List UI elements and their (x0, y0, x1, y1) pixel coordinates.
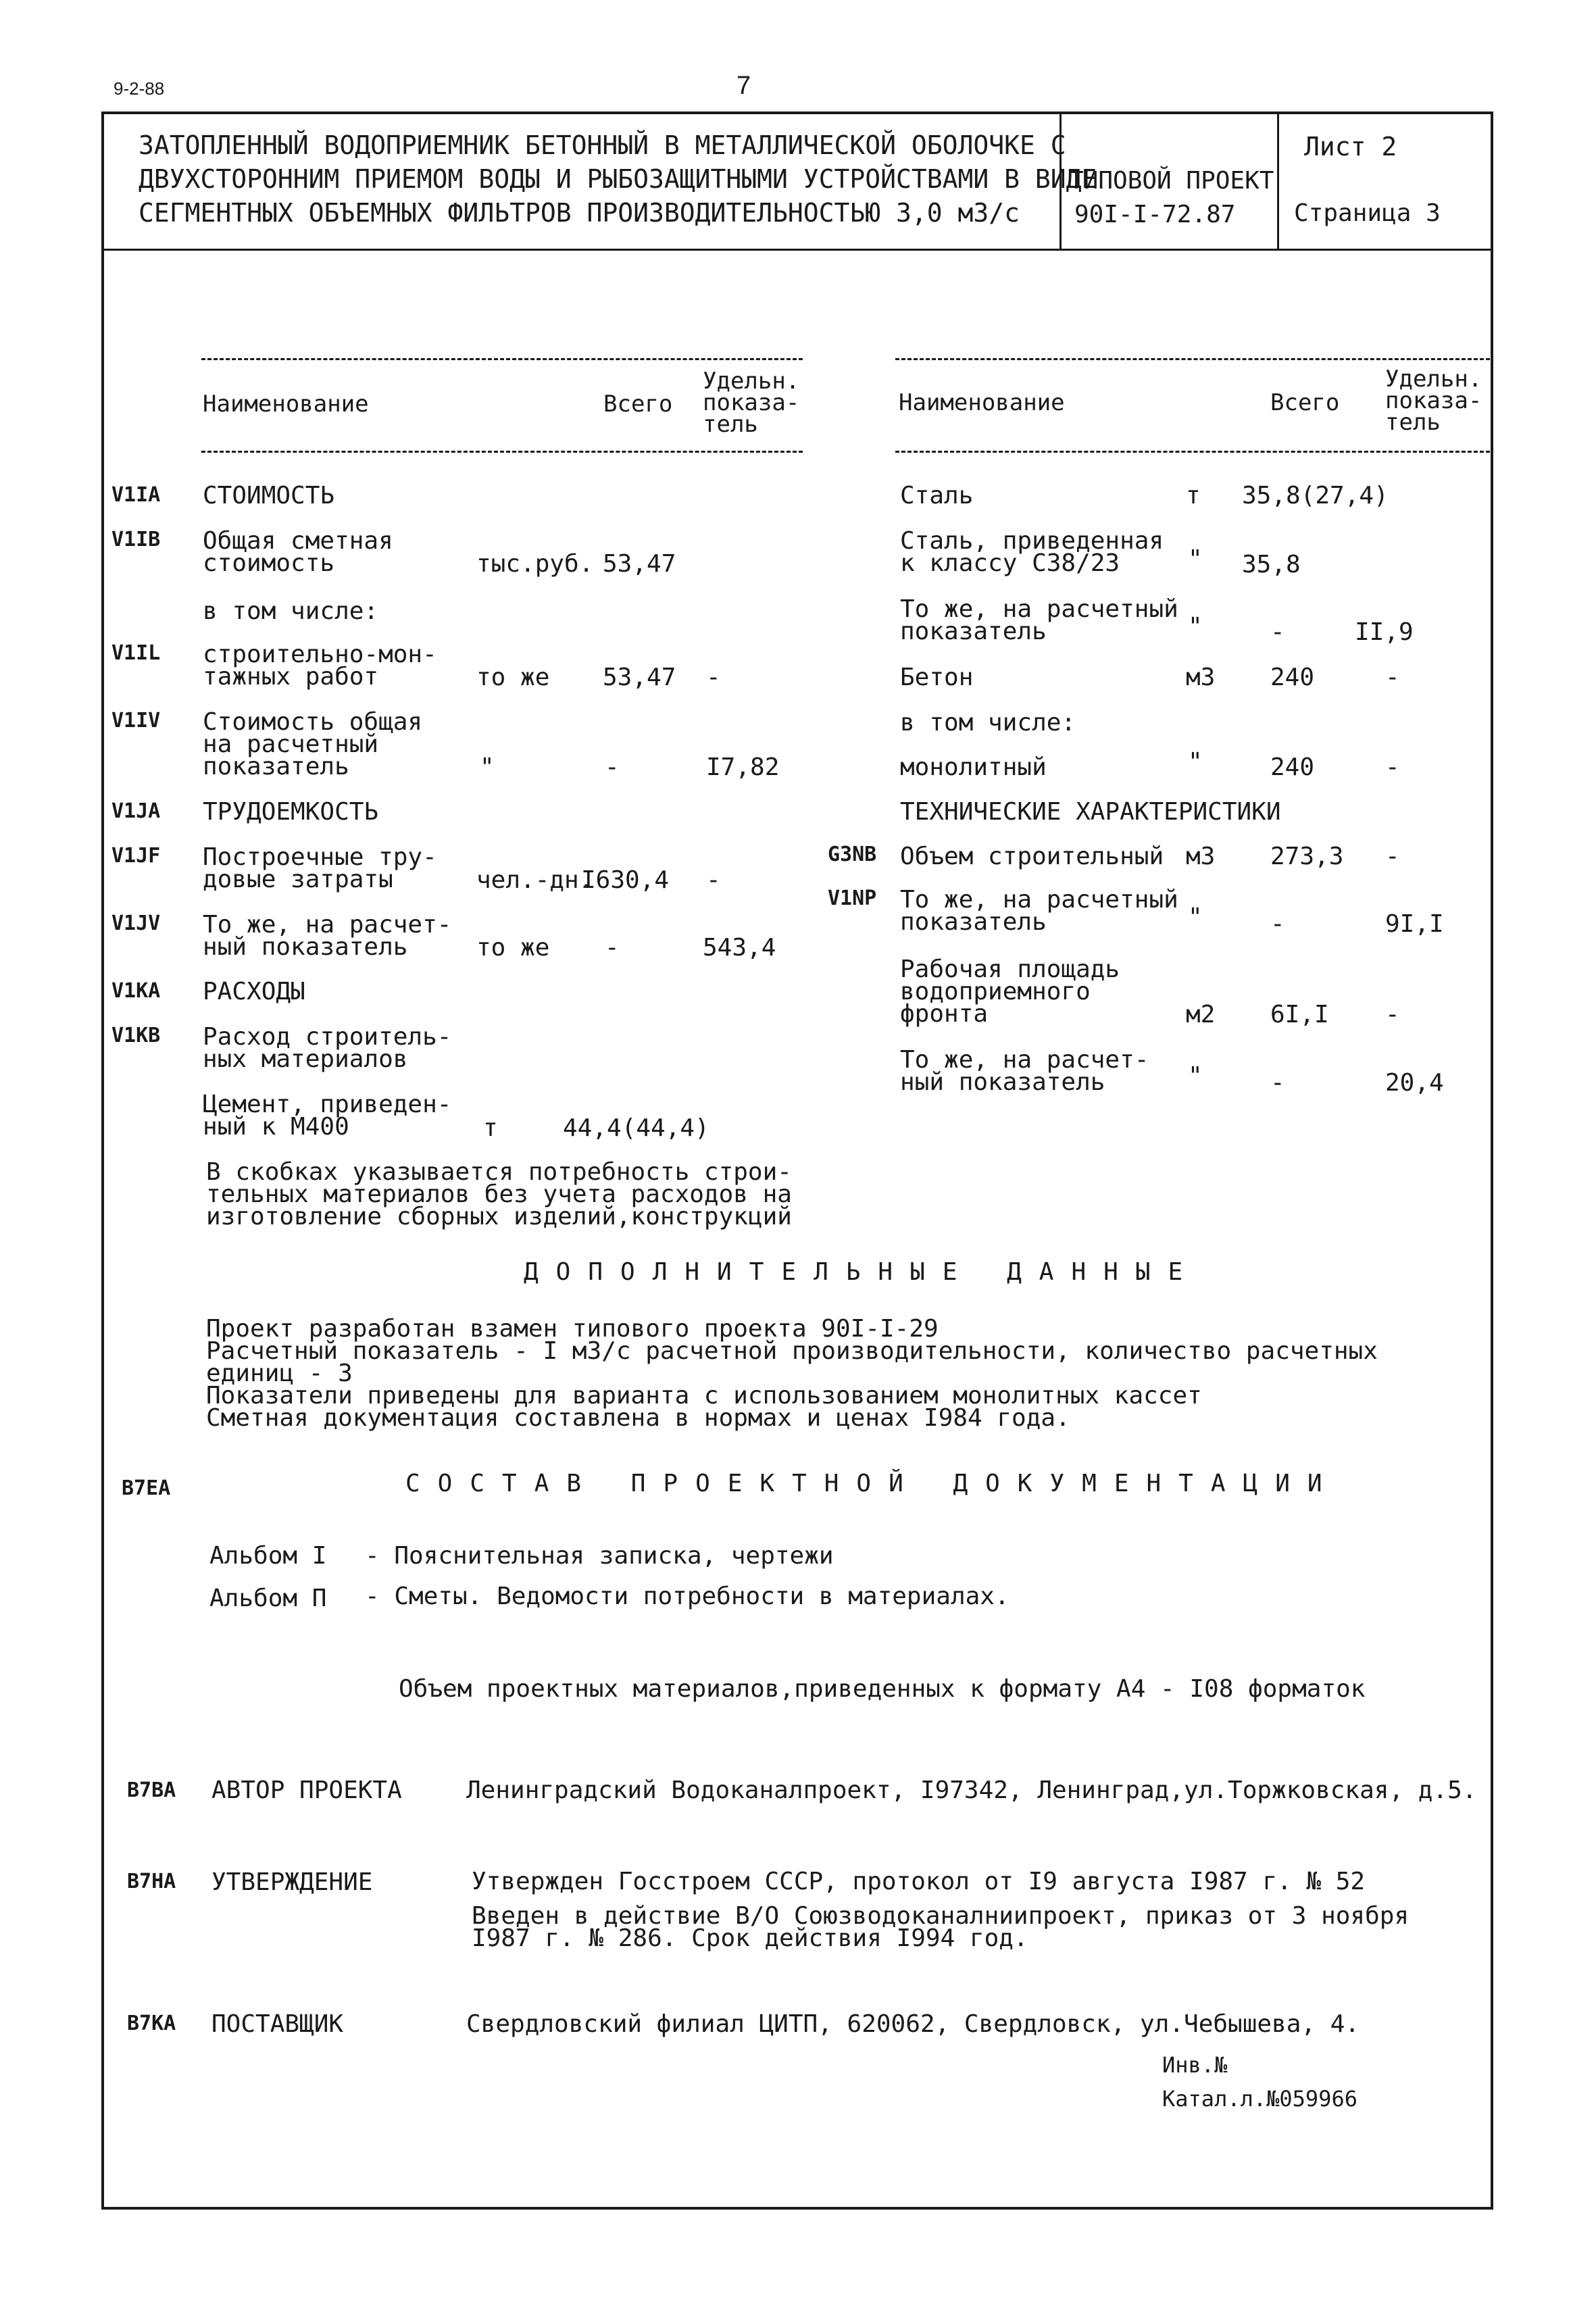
name-line: ный к М400 (203, 1113, 349, 1141)
name-line: Рабочая площадь (900, 955, 1120, 983)
note-line: изготовление сборных изделий,конструкций (206, 1203, 792, 1230)
row-specific: - (1385, 843, 1400, 870)
row-total: - (1270, 1069, 1285, 1097)
name-line: к классу С38/23 (900, 549, 1120, 577)
row-total: - (605, 934, 620, 962)
row-total: 6I,I (1270, 1001, 1329, 1028)
row-name (900, 886, 1178, 936)
column-header-total: Всего (603, 391, 673, 418)
name-line: стоимость (203, 549, 335, 577)
row-total: 35,8(27,4) (1242, 482, 1389, 509)
name-line: Цемент, приведен- (203, 1091, 452, 1118)
text-line: Расчетный показатель - I м3/с расчетной производительности, количество расчетных (206, 1337, 1378, 1365)
column-header-specific (703, 368, 800, 438)
row-total: 44,4(44,4) (563, 1114, 709, 1142)
row-name: ТЕХНИЧЕСКИЕ ХАРАКТЕРИСТИКИ (900, 798, 1281, 826)
name-line: Построечные тру- (203, 843, 437, 871)
row-code: V1IV (111, 709, 161, 732)
sheet-label: Лист 2 (1304, 132, 1397, 161)
row-name: в том числе: (900, 709, 1076, 737)
catalog-number: Катал.л.№059966 (1162, 2086, 1357, 2112)
section-code: B7EA (122, 1476, 171, 1500)
row-total: - (1270, 910, 1285, 938)
row-unit: м2 (1186, 1001, 1216, 1028)
supplier-text: Свердловский филиал ЦИТП, 620062, Свердловск, ул.Чебышева, 4. (466, 2010, 1360, 2038)
row-unit: " (1188, 545, 1203, 573)
row-specific: - (706, 866, 721, 894)
column-header-total: Всего (1270, 389, 1340, 416)
text-line: Сметная документация составлена в нормах и ценах I984 года. (206, 1404, 1070, 1432)
row-unit: м3 (1186, 843, 1216, 870)
row-total: 53,47 (603, 664, 676, 691)
volume-text: Объем проектных материалов,приведенных к формату А4 - I08 форматок (399, 1675, 1366, 1703)
name-line: показатель (900, 908, 1047, 936)
row-unit: т (483, 1114, 498, 1142)
column-header-specific (1385, 366, 1482, 436)
title-line: СЕГМЕНТНЫХ ОБЪЕМНЫХ ФИЛЬТРОВ ПРОИЗВОДИТЕЛЬНОСТЬЮ 3,0 м3/с (139, 198, 1020, 228)
name-line: тажных работ (203, 663, 379, 691)
row-name (900, 1046, 1149, 1096)
row-name: Объем строительный (900, 843, 1164, 870)
additional-heading: ДОПОЛНИТЕЛЬНЫЕ ДАННЫЕ (524, 1258, 1201, 1286)
name-line: Общая сметная (203, 527, 393, 555)
text-line: Показатели приведены для варианта с использованием монолитных кассет (206, 1382, 1202, 1410)
approval-text (472, 1868, 1410, 1952)
header-divider (101, 249, 1493, 251)
approval-label: УТВЕРЖДЕНИЕ (211, 1868, 373, 1896)
row-code: V1KB (111, 1024, 161, 1047)
name-line: фронта (900, 1000, 989, 1028)
row-total: 35,8 (1242, 551, 1301, 578)
row-unit: м3 (1186, 664, 1216, 691)
page-number: 7 (737, 72, 751, 100)
title-line: ДВУХСТОРОННИМ ПРИЕМОМ ВОДЫ И РЫБОЗАЩИТНЫМИ УСТРОЙСТВАМИ В ВИДЕ (139, 164, 1097, 194)
author-label: АВТОР ПРОЕКТА (211, 1776, 402, 1804)
table-rule (201, 358, 803, 360)
row-total: I630,4 (581, 866, 670, 894)
row-specific: 543,4 (703, 934, 776, 962)
section-code: B7HA (127, 1870, 176, 1893)
column-header-name: Наименование (203, 391, 369, 418)
row-total: 240 (1270, 664, 1315, 691)
name-line: на расчетный (203, 730, 379, 758)
name-line: Стоимость общая (203, 708, 423, 736)
supplier-label: ПОСТАВЩИК (211, 2010, 344, 2038)
row-unit: " (1188, 1062, 1203, 1090)
album-text: - Сметы. Ведомости потребности в материалах. (365, 1583, 1009, 1610)
name-line: То же, на расчетный (900, 595, 1178, 623)
name-line: То же, на расчетный (900, 886, 1178, 914)
row-code: V1NP (828, 887, 877, 910)
name-line: ный показатель (203, 933, 408, 961)
row-code: G3NB (828, 843, 877, 866)
row-code: V1JF (111, 844, 161, 868)
header-line: показа- (1385, 387, 1482, 414)
row-specific: - (1385, 753, 1400, 781)
row-code: V1JV (111, 912, 161, 935)
row-specific: 20,4 (1385, 1069, 1444, 1097)
row-name (203, 527, 393, 577)
section-code: B7BA (127, 1778, 176, 1802)
table-rule (895, 451, 1490, 453)
project-label: ТИПОВОЙ ПРОЕКТ (1069, 167, 1274, 195)
row-name (900, 527, 1164, 577)
row-unit: " (1188, 748, 1203, 776)
row-specific: 9I,I (1385, 910, 1444, 938)
header-line: показа- (703, 389, 800, 416)
title-line: ЗАТОПЛЕННЫЙ ВОДОПРИЕМНИК БЕТОННЫЙ В МЕТАЛЛИЧЕСКОЙ ОБОЛОЧКЕ С (139, 130, 1066, 160)
row-name: Сталь (900, 482, 974, 509)
page-label: Страница 3 (1294, 199, 1441, 227)
text-line: единиц - 3 (206, 1360, 353, 1387)
row-name (203, 1091, 452, 1141)
row-unit: " (480, 753, 495, 781)
inventory-number: Инв.№ (1162, 2052, 1228, 2078)
row-name (203, 1023, 452, 1073)
row-total: - (605, 753, 620, 781)
materials-note (206, 1158, 792, 1230)
row-name: СТОИМОСТЬ (203, 482, 335, 509)
note-line: тельных материалов без учета расходов на (206, 1180, 792, 1208)
name-line: водоприемного (900, 978, 1091, 1005)
header-line: Удельн. (703, 368, 800, 395)
row-name: ТРУДОЕМКОСТЬ (203, 798, 379, 826)
table-rule (895, 358, 1490, 360)
row-unit: тыс.руб. (476, 550, 594, 578)
row-name (203, 708, 423, 780)
row-total: 273,3 (1270, 843, 1344, 870)
document-title (139, 128, 1097, 230)
row-total: 53,47 (603, 550, 676, 578)
note-line: В скобках указывается потребность строи- (206, 1158, 792, 1186)
row-code: V1IB (111, 528, 161, 551)
album-label: Альбом П (209, 1585, 327, 1612)
header-divider-vertical (1277, 111, 1279, 249)
row-specific: - (1385, 1001, 1400, 1028)
section-code: B7KA (127, 2012, 176, 2035)
header-line: тель (1385, 409, 1441, 436)
additional-text (206, 1315, 1378, 1432)
album-text: - Пояснительная записка, чертежи (365, 1542, 834, 1570)
album-label: Альбом I (209, 1542, 327, 1570)
name-line: То же, на расчет- (203, 911, 452, 939)
row-name (900, 595, 1178, 645)
row-name (900, 955, 1120, 1028)
row-total: - (1270, 618, 1285, 646)
row-specific: I7,82 (706, 753, 780, 781)
row-specific: - (1385, 664, 1400, 691)
text-line: Утвержден Госстроем СССР, протокол от I9 августа I987 г. № 52 (472, 1868, 1366, 1895)
row-code: V1KA (111, 979, 161, 1003)
name-line: Расход строитель- (203, 1023, 452, 1051)
row-specific: - (706, 664, 721, 691)
name-line: ный показатель (900, 1068, 1105, 1096)
project-number: 90I-I-72.87 (1074, 201, 1236, 228)
author-text: Ленинградский Водоканалпроект, I97342, Ленинград,ул.Торжковская, д.5. (466, 1776, 1477, 1804)
document-code: 9-2-88 (114, 78, 165, 99)
name-line: То же, на расчет- (900, 1046, 1149, 1074)
name-line: показатель (203, 753, 349, 780)
row-name (203, 911, 452, 961)
header-line: тель (703, 411, 758, 438)
name-line: Сталь, приведенная (900, 527, 1164, 555)
row-code: V1IL (111, 641, 161, 665)
row-name: в том числе: (203, 597, 379, 625)
row-specific: II,9 (1355, 618, 1414, 646)
name-line: ных материалов (203, 1045, 408, 1073)
row-unit: " (1188, 613, 1203, 641)
text-line: Введен в действие В/О Союзводоканалниипроект, приказ от 3 ноября (472, 1902, 1410, 1930)
row-name: Бетон (900, 664, 974, 691)
name-line: строительно-мон- (203, 641, 437, 668)
table-rule (201, 451, 803, 453)
column-header-name: Наименование (899, 389, 1065, 416)
name-line: довые затраты (203, 866, 393, 893)
row-code: V1JA (111, 799, 161, 823)
row-unit: т (1186, 482, 1201, 509)
row-name: РАСХОДЫ (203, 978, 305, 1005)
row-unit: чел.-дн. (476, 866, 594, 894)
row-unit: то же (476, 664, 550, 691)
row-name: монолитный (900, 753, 1047, 781)
row-code: V1IA (111, 483, 161, 507)
row-name (203, 843, 437, 893)
row-name (203, 641, 437, 691)
composition-heading: СОСТАВ ПРОЕКТНОЙ ДОКУМЕНТАЦИИ (405, 1470, 1340, 1497)
text-line: Проект разработан взамен типового проекта 90I-I-29 (206, 1315, 939, 1343)
row-total: 240 (1270, 753, 1315, 781)
row-unit: то же (476, 934, 550, 962)
name-line: показатель (900, 618, 1047, 645)
row-unit: " (1188, 903, 1203, 931)
header-line: Удельн. (1385, 366, 1482, 393)
text-line: I987 г. № 286. Срок действия I994 год. (472, 1924, 1028, 1952)
